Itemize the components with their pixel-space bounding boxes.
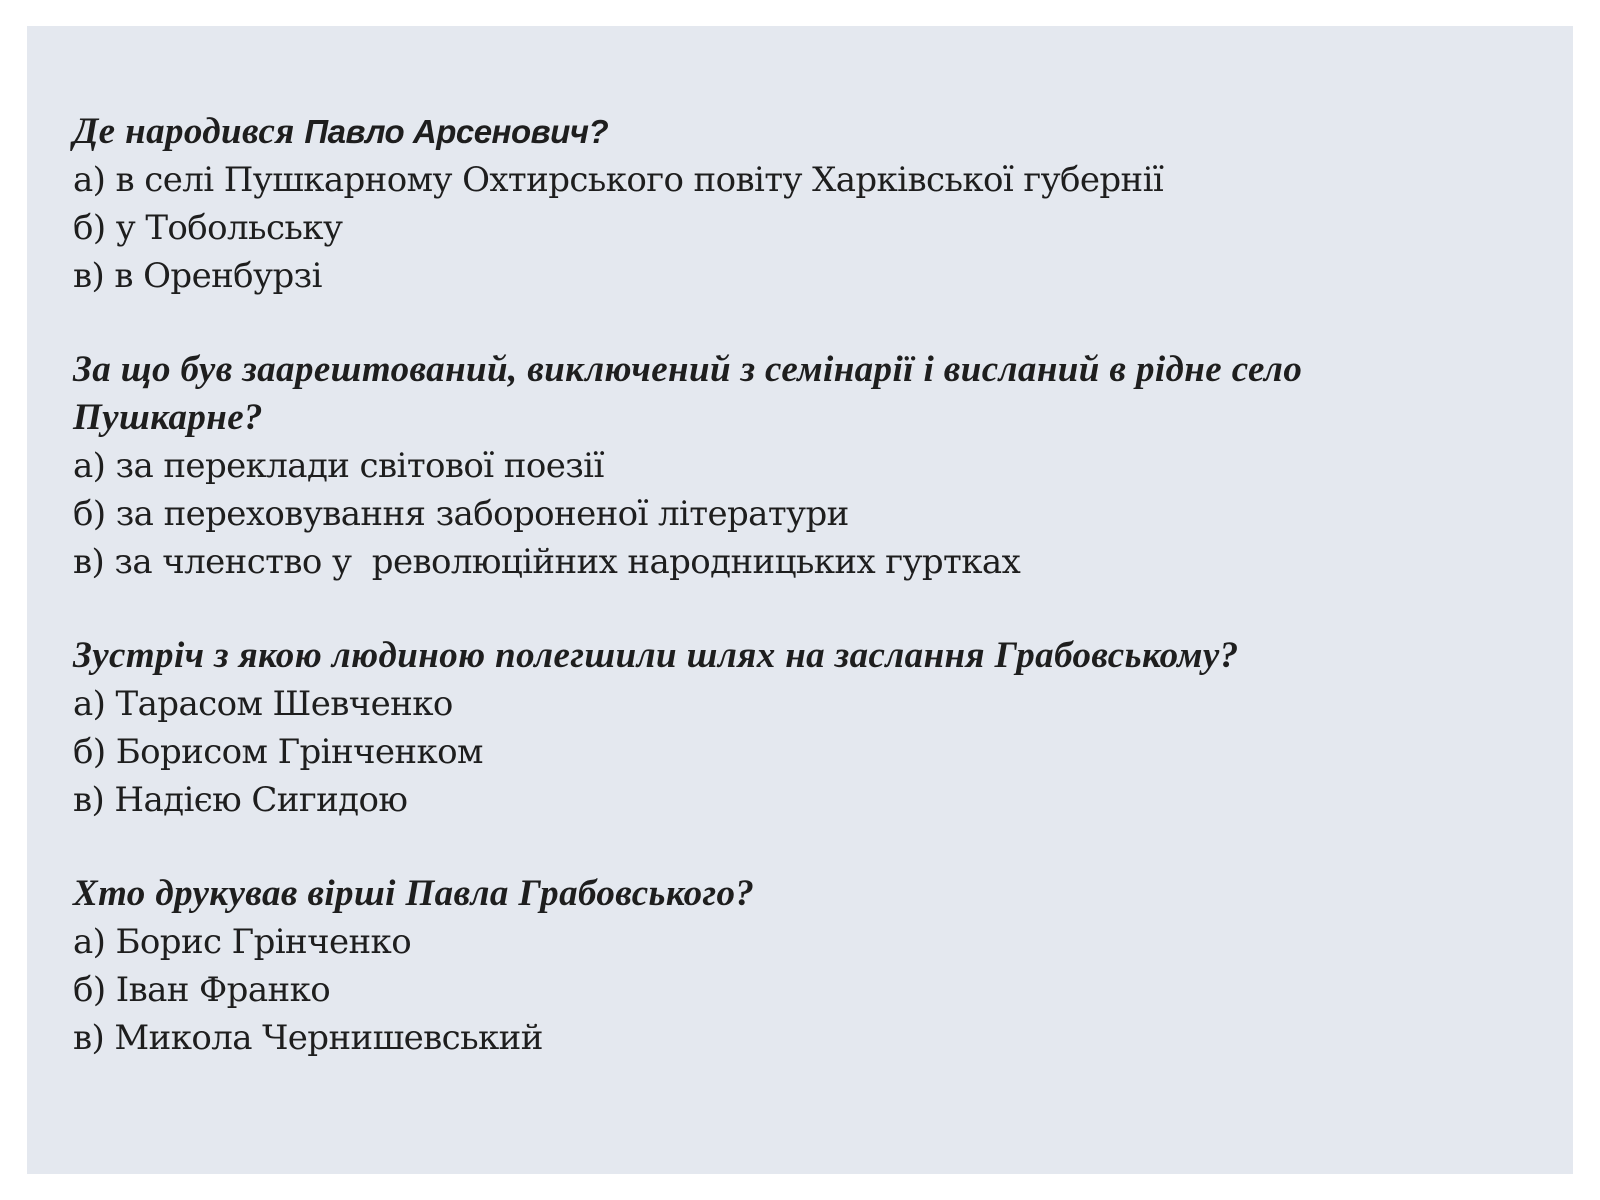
option-4c: в) Микола Чернишевський xyxy=(73,1018,543,1058)
option-4b: б) Іван Франко xyxy=(73,970,331,1010)
question-2: За що був заарештований, виключений з семінарії і висланий в рідне село Пушкарне? xyxy=(73,349,1303,438)
option-1a: а) в селі Пушкарному Охтирського повіту Харківської губернії xyxy=(73,160,1164,200)
option-2c: в) за членство у революційних народницьких гуртках xyxy=(73,542,1021,582)
question-block-4 xyxy=(73,870,1553,1062)
option-2a: а) за переклади світової поезії xyxy=(73,446,604,486)
option-3b: б) Борисом Грінченком xyxy=(73,732,483,772)
option-4a: а) Борис Грінченко xyxy=(73,922,412,962)
question-block-1 xyxy=(73,108,1553,300)
option-2b: б) за переховування забороненої літератури xyxy=(73,494,849,534)
option-3c: в) Надією Сигидою xyxy=(73,780,408,820)
quiz-content xyxy=(73,108,1553,1108)
question-1-name: Павло Арсенович? xyxy=(304,113,609,150)
option-1b: б) у Тобольську xyxy=(73,208,343,248)
question-1-prefix: Де народився xyxy=(73,111,305,152)
slide-background xyxy=(27,26,1573,1174)
option-1c: в) в Оренбурзі xyxy=(73,256,322,296)
option-3a: а) Тарасом Шевченко xyxy=(73,684,453,724)
question-3: Зустріч з якою людиною полегшили шлях на заслання Грабовському? xyxy=(73,635,1239,676)
question-block-2 xyxy=(73,346,1553,586)
question-4: Хто друкував вірші Павла Грабовського? xyxy=(73,873,755,914)
question-1 xyxy=(73,108,1493,156)
question-block-3 xyxy=(73,632,1553,824)
